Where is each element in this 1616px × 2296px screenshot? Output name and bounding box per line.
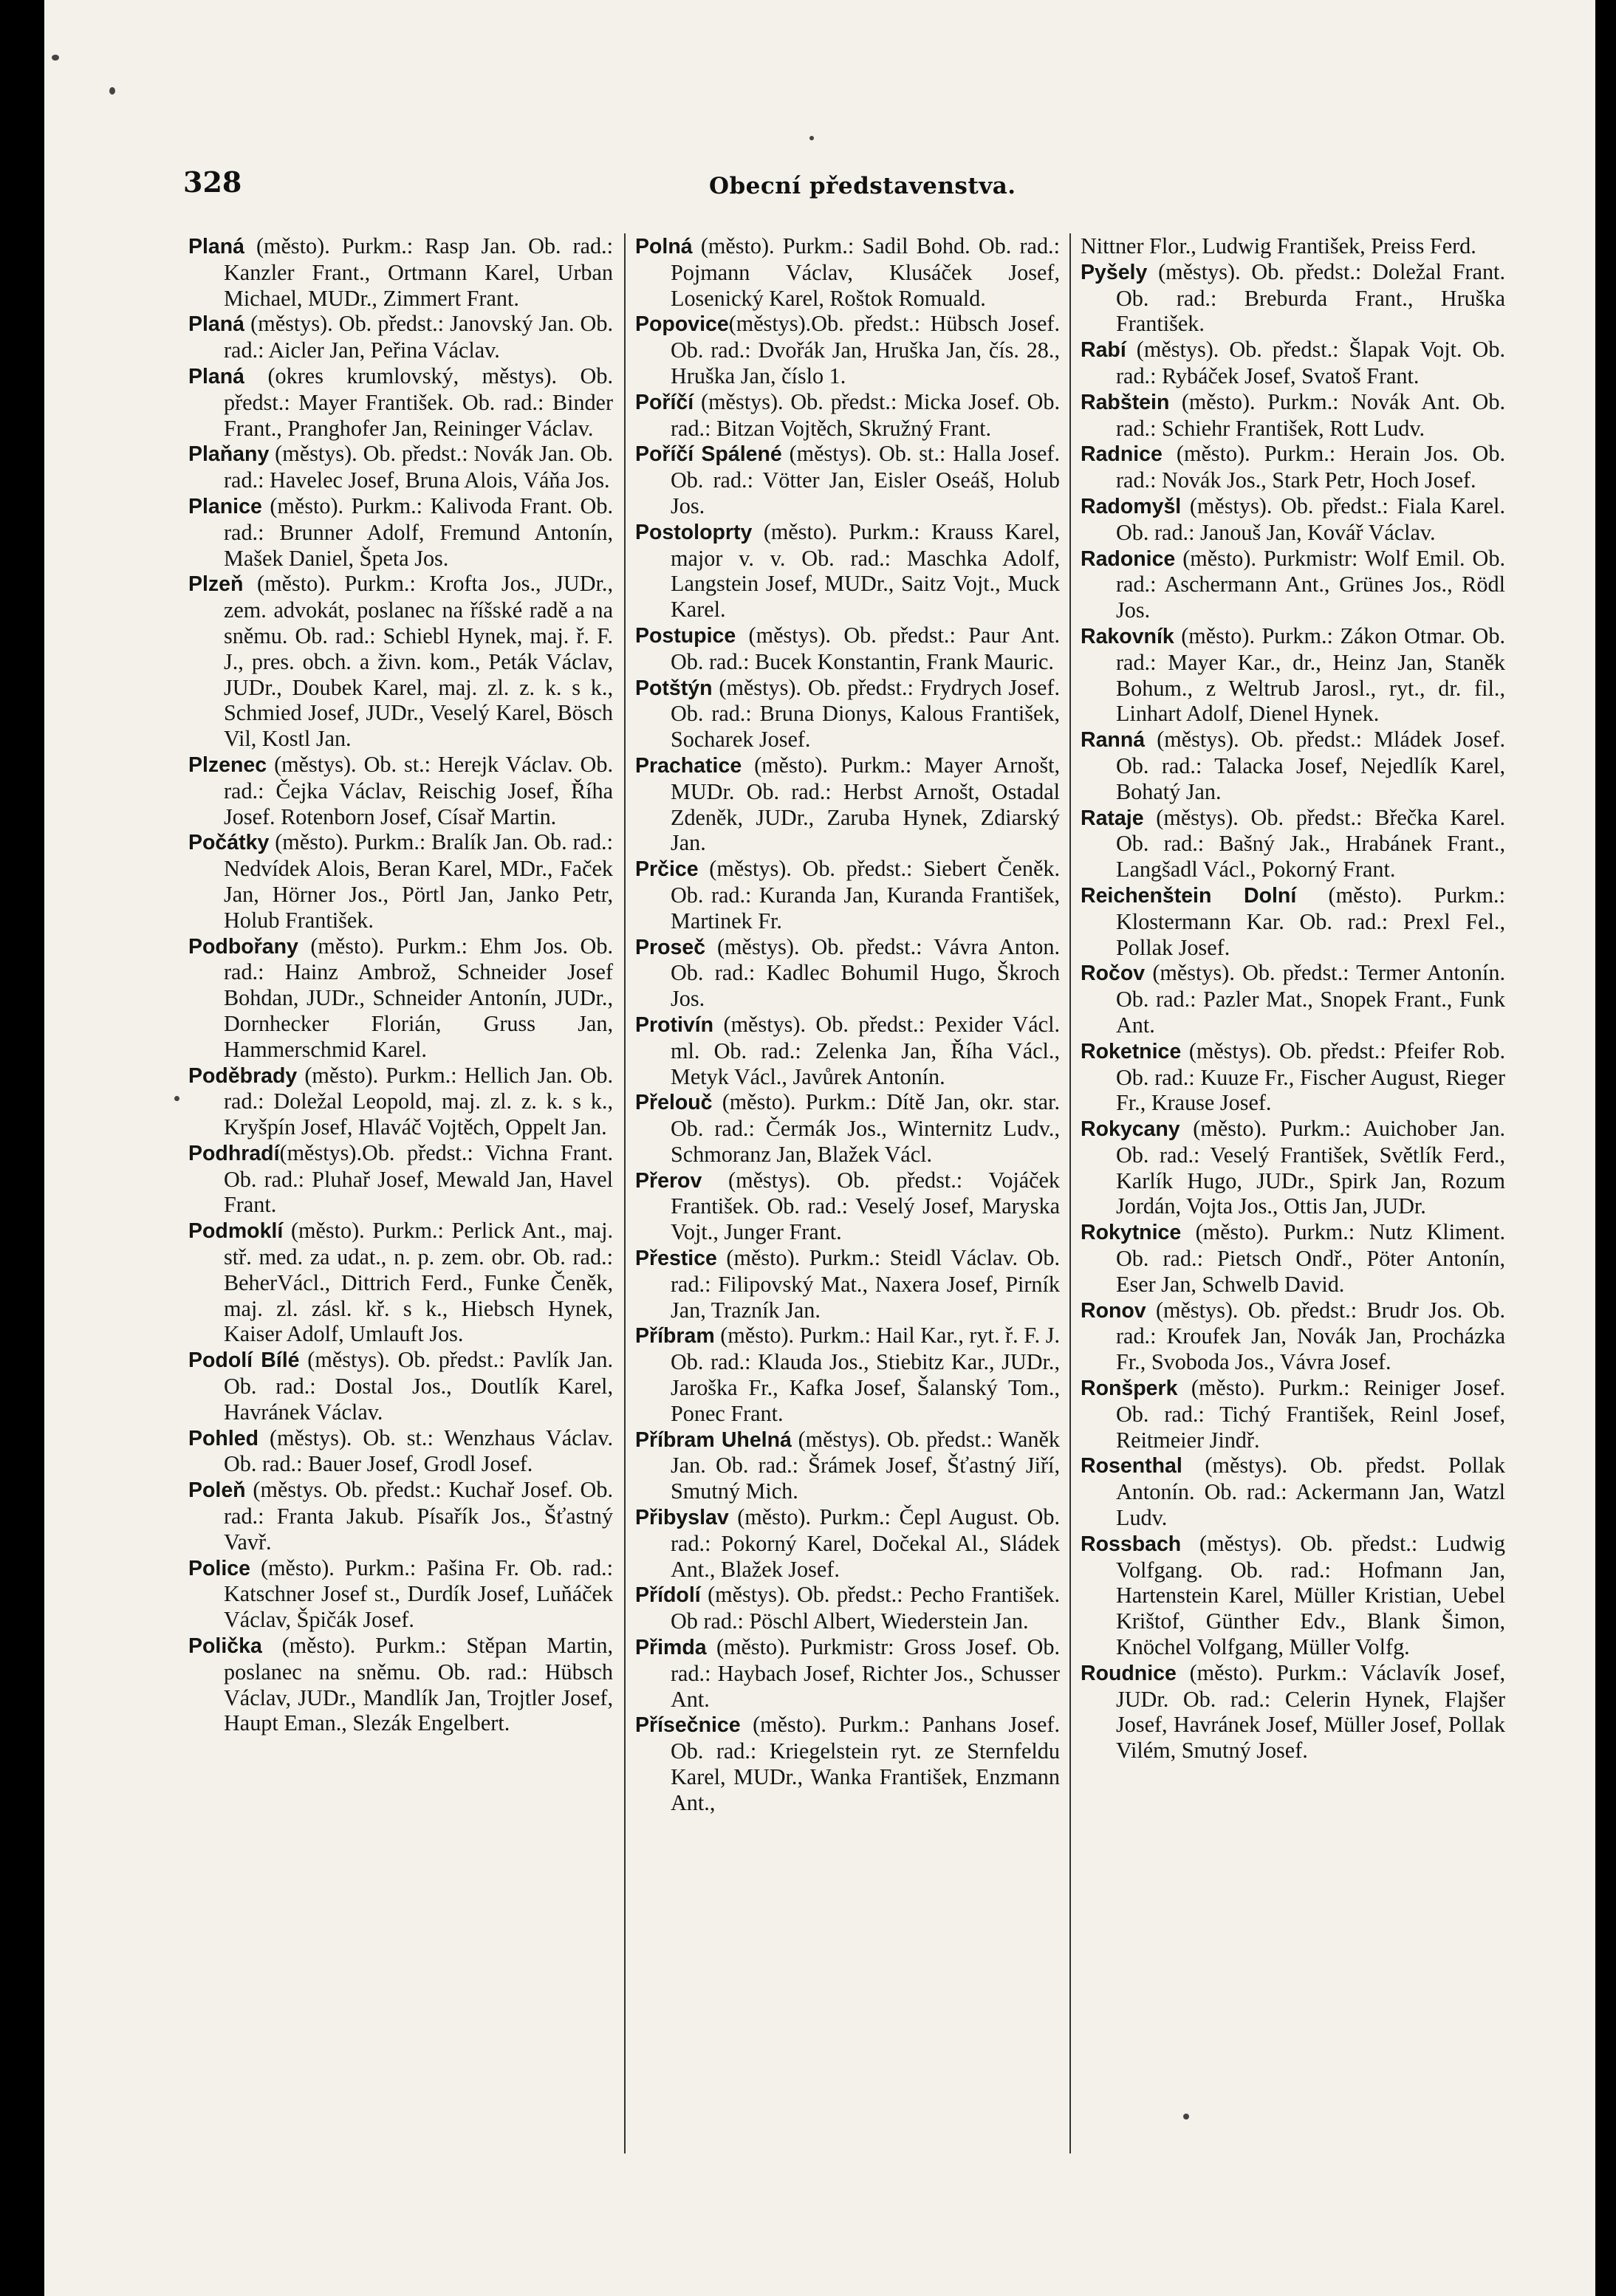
entry-text: (město). Purkm.: Perlick Ant., maj. stř. med. za udat., n. p. zem. obr. Ob. rad.: BeherVácl., Dittrich Ferd., Funke Čeněk, maj. zl. zásl. kř. s k., Hiebsch Hynek, Kaiser Adolf, Umlauft Jos. xyxy=(224,1218,613,1347)
entry-name: Přísečnice xyxy=(635,1713,741,1738)
entry-text: (městys). Ob. předst.: Doležal Frant. Ob. rad.: Breburda Frant., Hruška František. xyxy=(1116,258,1505,337)
entry-name: Ranná xyxy=(1081,728,1146,753)
entry-text: (město). Purkm.: Stěpan Martin, poslanec na sněmu. Ob. rad.: Hübsch Václav, JUDr., Mandlík Jan, Trojtler Josef, Haupt Eman., Slezák Engelbert. xyxy=(224,1633,613,1736)
entry-text: (město). Purkm.: Pašina Fr. Ob. rad.: Katschner Josef st., Durdík Josef, Luňáček Václav, Špičák Josef. xyxy=(224,1555,613,1633)
scan-speck xyxy=(809,136,814,140)
column-rule-1 xyxy=(624,233,626,2153)
entry-text: (městys). Ob. předst. Pollak Antonín. Ob. rad.: Ackermann Jan, Watzl Ludv. xyxy=(1116,1453,1505,1531)
entry xyxy=(188,311,613,363)
entry-name: Podbořany xyxy=(188,934,298,959)
entry-text: (městys). Ob. předst.: Termer Antonín. Ob. rad.: Pazler Mat., Snopek Frant., Funk Ant. xyxy=(1116,960,1505,1038)
page-number: 328 xyxy=(183,165,242,199)
column-rule-2 xyxy=(1069,233,1071,2153)
entry-name: Ronšperk xyxy=(1081,1377,1178,1401)
entry xyxy=(635,1089,1060,1167)
entry xyxy=(1081,493,1505,546)
entry-text: (městys). Ob. předst.: Ludwig Volfgang. Ob. rad.: Hofmann Jan, Hartenstein Karel, Müller Kristian, Uebel Krištof, Günther Edv., Blank Šimon, Knöchel Volfgang, Müller Volfg. xyxy=(1116,1530,1505,1660)
entry-name: Rataje xyxy=(1081,806,1144,830)
entry-text: (město). Purkm.: Václavík Josef, JUDr. Ob. rad.: Celerin Hynek, Flajšer Josef, Havránek Josef, Müller Josef, Pollak Vilém, Smutný Josef. xyxy=(1116,1659,1505,1764)
entry xyxy=(1081,1531,1505,1660)
scan-speck xyxy=(109,87,115,95)
entry-text: (město). Purkm.: Hellich Jan. Ob. rad.: Doležal Leopold, maj. zl. z. k. s k., Kryšpín Josef, Hlaváč Vojtěch, Oppelt Jan. xyxy=(224,1062,613,1140)
entry-text: (městys). Ob. předst.: Janovský Jan. Ob. rad.: Aicler Jan, Peřina Václav. xyxy=(224,311,613,363)
entry-text: Nittner Flor., Ludwig František, Preiss Ferd. xyxy=(1081,233,1476,258)
entry xyxy=(635,233,1060,311)
entry xyxy=(188,1218,613,1347)
entry xyxy=(635,1323,1060,1426)
entry-name: Prčice xyxy=(635,857,699,882)
entry-name: Poříčí xyxy=(635,390,694,414)
entry-name: Planá xyxy=(188,364,245,388)
entry-name: Police xyxy=(188,1556,250,1580)
entry-name: Radonice xyxy=(1081,546,1176,571)
entry xyxy=(1081,389,1505,442)
entry xyxy=(635,311,1060,388)
entry xyxy=(1081,1453,1505,1530)
entry-text: (městys). Ob. předst.: Mládek Josef. Ob. rad.: Talacka Josef, Nejedlík Karel, Bohatý Jan. xyxy=(1116,727,1505,804)
entry-text: (městys). Ob. předst.: Fiala Karel. Ob. rad.: Janouš Jan, Kovář Václav. xyxy=(1116,493,1505,545)
entry xyxy=(1081,883,1505,960)
entry-name: Potštýn xyxy=(635,676,713,700)
text-column-3 xyxy=(1081,233,1505,1764)
entry xyxy=(188,233,613,311)
text-column-1 xyxy=(188,233,613,1736)
entry-name: Počátky xyxy=(188,831,270,855)
entry-text: (město). Purkmistr: Wolf Emil. Ob. rad.: Aschermann Ant., Grünes Jos., Rödl Jos. xyxy=(1116,545,1505,623)
entry-name: Rokycany xyxy=(1081,1117,1180,1142)
scan-speck xyxy=(1183,2114,1189,2119)
entry xyxy=(635,441,1060,518)
text-column-2 xyxy=(635,233,1060,1816)
entry-name: Plzenec xyxy=(188,753,267,777)
entry xyxy=(1081,1116,1505,1219)
running-head: Obecní představenstva. xyxy=(709,173,1016,199)
entry xyxy=(1081,1660,1505,1764)
entry xyxy=(1081,1298,1505,1375)
entry xyxy=(188,1555,613,1633)
entry xyxy=(188,1633,613,1736)
entry-text: (okres krumlovský, městys). Ob. předst.: Mayer František. Ob. rad.: Binder Frant., Pranghofer Jan, Reininger Václav. xyxy=(224,363,613,441)
entry-name: Planá xyxy=(188,312,245,337)
entry-text: (město). Purkm.: Rasp Jan. Ob. rad.: Kanzler Frant., Ortmann Karel, Urban Michael, MUDr., Zimmert Frant. xyxy=(224,233,613,311)
entry-text: (město). Purkm.: Klostermann Kar. Ob. rad.: Prexl Fel., Pollak Josef. xyxy=(1116,882,1505,960)
entry-name: Podolí Bílé xyxy=(188,1349,300,1373)
entry-text: (město). Purkm.: Zákon Otmar. Ob. rad.: Mayer Kar., dr., Heinz Jan, Staněk Bohum., z Weltrub Jarosl., ryt., dr. fil., Linhart Adolf, Dienel Hynek. xyxy=(1116,623,1505,727)
entry-name: Rabí xyxy=(1081,338,1126,363)
entry-name: Rabštein xyxy=(1081,390,1170,414)
entry-text: (městys). Ob. předst.: Frydrych Josef. Ob. rad.: Bruna Dionys, Kalous František, Socharek Josef. xyxy=(671,674,1060,753)
entry-text: (město). Purkm.: Hail Kar., ryt. ř. F. J. Ob. rad.: Klauda Jos., Stiebitz Kar., JUDr., Jaroška Fr., Kafka Josef, Šalanský Tom., Ponec Frant. xyxy=(671,1323,1060,1426)
entry xyxy=(635,675,1060,753)
entry-text: (město). Purkm.: Čepl August. Ob. rad.: Pokorný Karel, Dočekal Al., Sládek Ant., Blažek Josef. xyxy=(671,1504,1060,1582)
entry-name: Rakovník xyxy=(1081,624,1174,648)
entry xyxy=(1081,1375,1505,1453)
entry-name: Poděbrady xyxy=(188,1063,298,1088)
entry-name: Pyšely xyxy=(1081,260,1148,284)
entry-text: (městys). Ob. předst.: Vávra Anton. Ob. rad.: Kadlec Bohumil Hugo, Škroch Jos. xyxy=(671,933,1060,1012)
scan-speck xyxy=(52,55,59,61)
entry-name: Protivín xyxy=(635,1012,714,1037)
entry xyxy=(635,623,1060,675)
entry-name: Příbram Uhelná xyxy=(635,1428,792,1452)
entry-name: Poleň xyxy=(188,1478,246,1503)
entry-name: Přestice xyxy=(635,1247,717,1271)
entry-text: (městys). Ob. předst.: Vojáček František. Ob. rad.: Veselý Josef, Maryska Vojt., Junger Frant. xyxy=(671,1167,1060,1245)
entry-name: Proseč xyxy=(635,935,706,959)
entry xyxy=(1081,960,1505,1038)
entry xyxy=(1081,441,1505,493)
entry-text: (městys). Ob. předst.: Břečka Karel. Ob. rad.: Bašný Jak., Hrabánek Frant., Langšadl Václ., Pokorný Frant. xyxy=(1116,804,1505,883)
entry-text: (město). Purkm.: Nutz Kliment. Ob. rad.: Pietsch Ondř., Pöter Antonín, Eser Jan, Schwelb David. xyxy=(1116,1219,1505,1297)
entry-name: Reichenštein Dolní xyxy=(1081,883,1297,908)
entry xyxy=(635,1712,1060,1815)
entry xyxy=(188,1063,613,1140)
entry-name: Rokytnice xyxy=(1081,1221,1182,1245)
entry-name: Podmoklí xyxy=(188,1219,284,1244)
entry-text: (městys). Ob. předst.: Pfeifer Rob. Ob. rad.: Kuuze Fr., Fischer August, Rieger Fr., Krause Josef. xyxy=(1116,1038,1505,1116)
entry xyxy=(635,1168,1060,1245)
entry xyxy=(1081,727,1505,804)
entry xyxy=(188,493,613,571)
entry xyxy=(188,571,613,752)
entry-text: (městys). Ob. st.: Wenzhaus Václav. Ob. rad.: Bauer Josef, Grodl Josef. xyxy=(224,1425,613,1477)
entry-text: (město). Purkm.: Reiniger Josef. Ob. rad.: Tichý František, Reinl Josef, Reitmeier Jindř. xyxy=(1116,1375,1505,1453)
entry-text: (město). Purkm.: Bralík Jan. Ob. rad.: Nedvídek Alois, Beran Karel, MDr., Faček Jan, Hörner Jos., Pörtl Jan, Janko Petr, Holub František. xyxy=(224,829,613,933)
entry xyxy=(188,1347,613,1425)
entry-name: Plzeň xyxy=(188,572,244,597)
scan-speck xyxy=(174,1096,179,1101)
entry xyxy=(1081,805,1505,883)
entry xyxy=(635,1245,1060,1323)
entry xyxy=(1081,1038,1505,1116)
entry xyxy=(188,829,613,933)
entry-text: (městys). Ob. předst.: Waněk Jan. Ob. rad.: Šrámek Josef, Šťastný Jiří, Smutný Mich. xyxy=(671,1426,1060,1504)
entry-text: (městys).Ob. předst.: Hübsch Josef. Ob. rad.: Dvořák Jan, Hruška Jan, čís. 28., Hruška Jan, číslo 1. xyxy=(671,311,1060,388)
entry-text: (město). Purkm.: Auichober Jan. Ob. rad.: Veselý František, Světlík Ferd., Karlík Hugo, JUDr., Spirk Jan, Rozum Jordán, Vojta Jos., Ottis Jan, JUDr. xyxy=(1116,1116,1505,1219)
entry-text: (městys). Ob. předst.: Brudr Jos. Ob. rad.: Kroufek Jan, Novák Jan, Procházka Fr., Svoboda Jos., Vávra Josef. xyxy=(1116,1297,1505,1375)
entry xyxy=(635,856,1060,933)
entry xyxy=(1081,337,1505,389)
entry xyxy=(635,1582,1060,1634)
entry xyxy=(1081,259,1505,337)
entry xyxy=(188,752,613,829)
entry-text: (městys). Ob. st.: Halla Josef. Ob. rad.: Vötter Jan, Eisler Oseáš, Holub Jos. xyxy=(671,441,1060,518)
entry-text: (městys). Ob. předst.: Pexider Václ. ml. Ob. rad.: Zelenka Jan, Říha Václ., Metyk Václ., Javůrek Antonín. xyxy=(671,1011,1060,1089)
entry xyxy=(188,363,613,441)
entry xyxy=(635,753,1060,856)
entry-name: Přibyslav xyxy=(635,1506,729,1530)
entry-name: Přimda xyxy=(635,1636,707,1660)
entry-text: (město). Purkm.: Dítě Jan, okr. star. Ob. rad.: Čermák Jos., Winternitz Ludv., Schmoranz Jan, Blažek Václ. xyxy=(671,1089,1060,1167)
entry xyxy=(188,933,613,1063)
entry xyxy=(635,1634,1060,1712)
entry xyxy=(635,1012,1060,1089)
entry-name: Ročov xyxy=(1081,962,1146,986)
entry-text: (město). Purkm.: Krauss Karel, major v. v. Ob. rad.: Maschka Adolf, Langstein Josef, MUDr., Saitz Vojt., Muck Karel. xyxy=(671,518,1060,623)
entry-text: (městys. Ob. předst.: Kuchař Josef. Ob. rad.: Franta Jakub. Písařík Jos., Šťastný Vavř. xyxy=(224,1477,613,1555)
entry-name: Přídolí xyxy=(635,1583,701,1608)
entry-name: Popovice xyxy=(635,312,729,337)
entry-text: (městys).Ob. předst.: Vichna Frant. Ob. rad.: Pluhař Josef, Mewald Jan, Havel Frant. xyxy=(224,1140,613,1218)
entry xyxy=(1081,233,1505,259)
entry-text: (město). Purkm.: Panhans Josef. Ob. rad.: Kriegelstein ryt. ze Sternfeldu Karel, MUDr., Wanka František, Enzmann Ant., xyxy=(671,1712,1060,1815)
entry-name: Roudnice xyxy=(1081,1661,1177,1685)
entry-name: Roketnice xyxy=(1081,1039,1182,1063)
entry-name: Planice xyxy=(188,494,262,518)
entry-text: (město). Purkm.: Kalivoda Frant. Ob. rad.: Brunner Adolf, Fremund Antonín, Mašek Daniel, Špeta Jos. xyxy=(224,493,613,571)
entry-name: Přerov xyxy=(635,1168,702,1193)
entry-name: Plaňany xyxy=(188,442,270,467)
entry xyxy=(1081,1219,1505,1297)
entry-text: (město). Purkm.: Herain Jos. Ob. rad.: Novák Jos., Stark Petr, Hoch Josef. xyxy=(1116,441,1505,493)
entry-name: Planá xyxy=(188,235,245,258)
entry-text: (město). Purkm.: Novák Ant. Ob. rad.: Schiehr František, Rott Ludv. xyxy=(1116,388,1505,441)
entry xyxy=(188,441,613,493)
entry-name: Ronov xyxy=(1081,1298,1146,1323)
entry-name: Poříčí Spálené xyxy=(635,442,782,467)
entry-name: Prachatice xyxy=(635,753,742,778)
entry-name: Postupice xyxy=(635,623,736,648)
entry-text: (město). Purkm.: Ehm Jos. Ob. rad.: Hainz Ambrož, Schneider Josef Bohdan, JUDr., Schneider Antonín, JUDr., Dornhecker Florián, Gruss Jan, Hammerschmid Karel. xyxy=(224,933,613,1062)
entry xyxy=(188,1140,613,1218)
entry-text: (městys). Ob. předst.: Novák Jan. Ob. rad.: Havelec Josef, Bruna Alois, Váňa Jos. xyxy=(224,441,613,493)
entry-name: Rossbach xyxy=(1081,1532,1182,1556)
entry-name: Příbram xyxy=(635,1324,715,1349)
entry xyxy=(635,1504,1060,1582)
entry-text: (městys). Ob. předst.: Paur Ant. Ob. rad.: Bucek Konstantin, Frank Mauric. xyxy=(671,622,1060,674)
entry-text: (městys). Ob. předst.: Micka Josef. Ob. rad.: Bitzan Vojtěch, Skružný Frant. xyxy=(671,388,1060,441)
entry xyxy=(635,934,1060,1012)
entry-name: Přelouč xyxy=(635,1091,713,1115)
entry-name: Postoloprty xyxy=(635,520,753,544)
entry-text: (městys). Ob. předst.: Siebert Čeněk. Ob. rad.: Kuranda Jan, Kuranda František, Martinek Fr. xyxy=(671,856,1060,933)
entry-text: (městys). Ob. st.: Herejk Václav. Ob. rad.: Čejka Václav, Reischig Josef, Říha Josef. Rotenborn Josef, Císař Martin. xyxy=(224,751,613,829)
entry-text: (město). Purkm.: Steidl Václav. Ob. rad.: Filipovský Mat., Naxera Josef, Pirník Jan, Trazník Jan. xyxy=(671,1245,1060,1323)
entry xyxy=(635,519,1060,623)
entry-name: Polička xyxy=(188,1634,262,1659)
entry-text: (městys). Ob. předst.: Šlapak Vojt. Ob. rad.: Rybáček Josef, Svatoš Frant. xyxy=(1116,337,1505,388)
entry xyxy=(1081,623,1505,727)
entry-name: Podhradí xyxy=(188,1141,280,1165)
entry-name: Polná xyxy=(635,235,693,258)
entry-text: (městys). Ob. předst.: Pecho František. Ob rad.: Pöschl Albert, Wiederstein Jan. xyxy=(671,1582,1060,1634)
entry xyxy=(188,1425,613,1478)
entry-text: (město). Purkm.: Mayer Arnošt, MUDr. Ob. rad.: Herbst Arnošt, Ostadal Zdeněk, JUDr., Zaruba Hynek, Zdiarský Jan. xyxy=(671,752,1060,856)
entry xyxy=(635,1427,1060,1504)
entry xyxy=(188,1477,613,1555)
entry xyxy=(635,389,1060,442)
entry-text: (městys). Ob. předst.: Pavlík Jan. Ob. rad.: Dostal Jos., Doutlík Karel, Havránek Václav. xyxy=(224,1347,613,1425)
entry-name: Pohled xyxy=(188,1426,259,1450)
entry xyxy=(1081,546,1505,623)
entry-name: Rosenthal xyxy=(1081,1454,1182,1478)
entry-text: (město). Purkm.: Sadil Bohd. Ob. rad.: Pojmann Václav, Klusáček Josef, Losenický Karel, Roštok Romuald. xyxy=(671,233,1060,311)
entry-text: (město). Purkmistr: Gross Josef. Ob. rad.: Haybach Josef, Richter Jos., Schusser Ant. xyxy=(671,1634,1060,1712)
entry-text: (město). Purkm.: Krofta Jos., JUDr., zem. advokát, poslanec na říšské radě a na sněmu. Ob. rad.: Schiebl Hynek, maj. ř. F. J., pres. obch. a živn. kom., Peták Václav, JUDr., Doubek Karel, maj. zl. z. k. s k., Schmied Josef, JUDr., Veselý Karel, Bösch Vil, Kostl Jan. xyxy=(224,571,613,752)
entry-name: Radnice xyxy=(1081,442,1163,467)
entry-name: Radomyšl xyxy=(1081,494,1182,518)
